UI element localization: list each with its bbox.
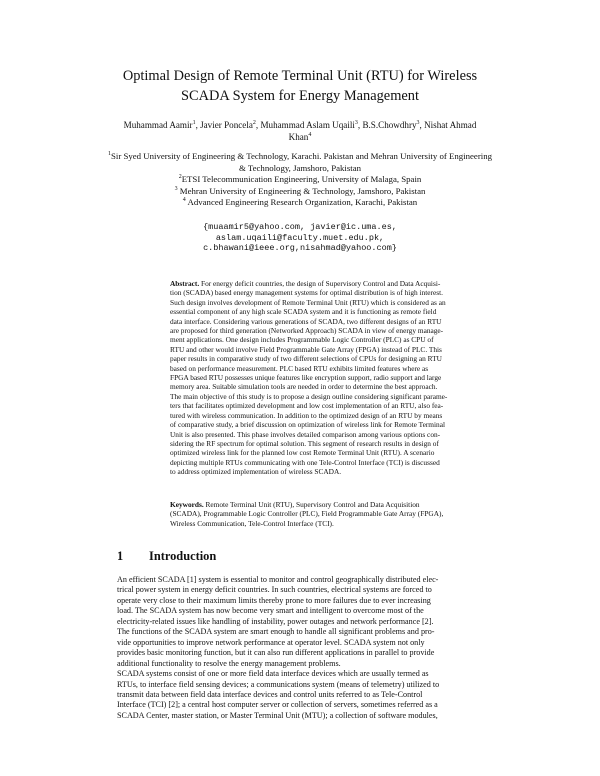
author-emails xyxy=(100,222,500,254)
body-line: SCADA systems consist of one or more field data interface devices which are usually termed as xyxy=(117,669,429,679)
affiliation-text: Mehran University of Engineering & Technology, Jamshoro, Pakistan xyxy=(179,185,426,196)
body-line: provides basic monitoring function, but it can also run different applications in parallel to provide xyxy=(117,648,435,658)
author-affil-mark: 4 xyxy=(308,131,312,138)
body-line: operate very close to their maximum limits thereby prone to more failures due to ever increasing xyxy=(117,595,431,605)
abstract-line: The main objective of this study is to propose a design outline considering significant parame- xyxy=(170,391,448,401)
author-name: Muhammad Aamir xyxy=(123,120,193,130)
email-line-3: c.bhawani@ieee.org,nisahmad@yahoo.com} xyxy=(203,243,397,253)
abstract-line: Unit is also presented. This phase involves detailed comparison among various options con- xyxy=(170,429,441,439)
affiliation-text: ETSI Telecommunication Engineering, University of Malaga, Spain xyxy=(181,174,422,184)
affiliation-2 xyxy=(100,174,500,186)
body-line: RTUs, to interface field sensing devices; a communications system (means of telemetry) utilized to xyxy=(117,679,440,689)
body-line: load. The SCADA system has now become very smart and intelligent to overcome most of the xyxy=(117,606,424,616)
abstract-line: RTU and other would involve Field Programmable Gate Array (FPGA) instead of PLC. This xyxy=(170,344,442,354)
affiliation-1-cont: & Technology, Jamshoro, Pakistan xyxy=(238,162,362,173)
abstract-line: ters that facilitates optimized development and low cost implementation of an RTU, also fea- xyxy=(170,401,444,411)
affiliation-mark: 3 xyxy=(174,185,178,192)
affiliation-text: Advanced Engineering Research Organization, Karachi, Pakistan xyxy=(187,197,418,207)
abstract-line: data interface. Considering various generations of SCADA, two different designs of an RTU xyxy=(170,316,442,326)
abstract-line: tured with wireless communication. In addition to the optimized design of an RTU by means xyxy=(170,410,443,420)
author-affil-mark: 2 xyxy=(252,119,256,126)
abstract-line: to address optimized implementation of wireless SCADA. xyxy=(170,467,342,477)
abstract-line: tion (SCADA) based energy management systems for optimal distribution is of high interest. xyxy=(170,288,443,298)
author-affil-mark: 3 xyxy=(354,119,358,126)
author-affil-mark: 3 xyxy=(416,119,420,126)
section-number: 1 xyxy=(117,549,124,563)
affiliations xyxy=(100,151,500,209)
body-line: vide opportunities to improve network performance at operator level. SCADA system not only xyxy=(117,637,425,647)
abstract-line: FPGA based RTU possesses unique features like encryption support, radio support and large xyxy=(170,373,442,383)
abstract-line: paper results in comparative study of two different selections of CPUs for designing an RTU xyxy=(170,354,442,364)
body-line: The functions of the SCADA system are smart enough to handle all significant problems and pro- xyxy=(117,627,435,637)
body-line: SCADA Center, master station, or Master Terminal Unit (MTU); a collection of software modules, xyxy=(117,710,438,720)
affiliation-4 xyxy=(100,197,500,209)
author-line-1: Muhammad Aamir$^1$, Javier Poncela$^2$, Muhammad Aslam Uqaili$^3$, B.S.Chowdhry$^3$, Nishat Ahmad xyxy=(123,119,477,130)
affiliation-mark: 4 xyxy=(182,197,186,204)
body-line: trical power system in energy deficit countries. In such countries, electrical systems are forced to xyxy=(117,585,432,595)
author-name: Muhammad Aslam Uqaili xyxy=(260,120,355,130)
introduction-body xyxy=(117,575,487,721)
author-list xyxy=(100,119,500,143)
affiliation-text: Sir Syed University of Engineering & Technology, Karachi. Pakistan and Mehran University of Engineering xyxy=(111,151,492,161)
email-line-2: aslam.uqaili@faculty.muet.edu.pk, xyxy=(215,232,385,243)
abstract-line xyxy=(170,279,482,288)
author-line-2 xyxy=(100,131,500,143)
abstract-line: essential component of any high scale SCADA system and it is functioning as remote field xyxy=(170,307,437,317)
email-line-1: {muaamir5@yahoo.com, javier@ic.uma.es, xyxy=(203,222,397,232)
body-line: An efficient SCADA [1] system is essential to monitor and control geographically distributed elec- xyxy=(117,575,439,584)
affiliation-3 xyxy=(100,186,500,198)
abstract-line: sidering the RF spectrum for optimal solution. This segment of research results in design of xyxy=(170,438,439,448)
abstract-line: of comparative study, a brief discussion on optimization of wireless link for Remote Terminal xyxy=(170,420,446,430)
affiliation-1 xyxy=(100,151,500,163)
title-line-1: Optimal Design of Remote Terminal Unit (RTU) for Wireless xyxy=(122,68,478,84)
abstract-line: optimized wireless link for the planned low cost Remote Terminal Unit (RTU). A scenario xyxy=(170,448,435,458)
abstract-label: Abstract. xyxy=(170,279,200,288)
section-title: Introduction xyxy=(149,549,217,563)
paper-title xyxy=(100,66,500,106)
author-name: Javier Poncela xyxy=(200,120,253,130)
keywords-line: (SCADA), Programmable Logic Controller (PLC), Field Programmable Gate Array (FPGA), xyxy=(170,509,444,519)
author-name: Nishat Ahmad xyxy=(424,120,477,130)
body-line: additional functionality to resolve the energy management problems. xyxy=(117,658,341,668)
affiliation-mark: 1 xyxy=(108,151,111,158)
author-affil-mark: 1 xyxy=(192,119,196,126)
keywords-line: Wireless Communication, Tele-Control Interface (TCI). xyxy=(170,518,334,528)
abstract-line: Such design involves development of Remote Terminal Unit (RTU) which is considered as an xyxy=(170,297,446,307)
abstract-text: For energy deficit countries, the design of Supervisory Control and Data Acquisi- xyxy=(199,279,441,288)
body-line: Interface (TCI) [2]; a central host computer server or collection of servers, sometimes referred as a xyxy=(117,700,438,710)
abstract-line: memory area. Suitable simulation tools are needed in order to determine the best approach. xyxy=(170,382,438,392)
body-line: electricity-related issues like handling of instability, power outages and network performance [2]. xyxy=(117,616,434,626)
body-line: transmit data between field data interface devices and control units referred to as Tele-Control xyxy=(117,689,423,699)
title-line-2: SCADA System for Energy Management xyxy=(181,88,419,104)
abstract-line: are proposed for third generation (Networked Approach) SCADA in view of energy manage- xyxy=(170,326,444,336)
keywords-text: Remote Terminal Unit (RTU), Supervisory Control and Data Acquisition xyxy=(203,500,420,509)
section-heading xyxy=(117,549,216,564)
keywords-label: Keywords. xyxy=(170,500,204,509)
abstract-line: based on performance measurement. PLC based RTU exhibits limited features where as xyxy=(170,363,429,373)
abstract-line: depicting multiple RTUs communicating with one Tele-Control Interface (TCI) is discussed xyxy=(170,457,440,467)
keywords-line xyxy=(170,500,482,509)
abstract xyxy=(170,279,482,477)
author-name: B.S.Chowdhry xyxy=(362,120,417,130)
author-name-continued: Khan xyxy=(288,132,309,142)
keywords xyxy=(170,500,482,528)
abstract-line: ment applications. One design includes Programmable Logic Controller (PLC) as CPU of xyxy=(170,335,434,345)
affiliation-mark: 2 xyxy=(178,174,182,181)
